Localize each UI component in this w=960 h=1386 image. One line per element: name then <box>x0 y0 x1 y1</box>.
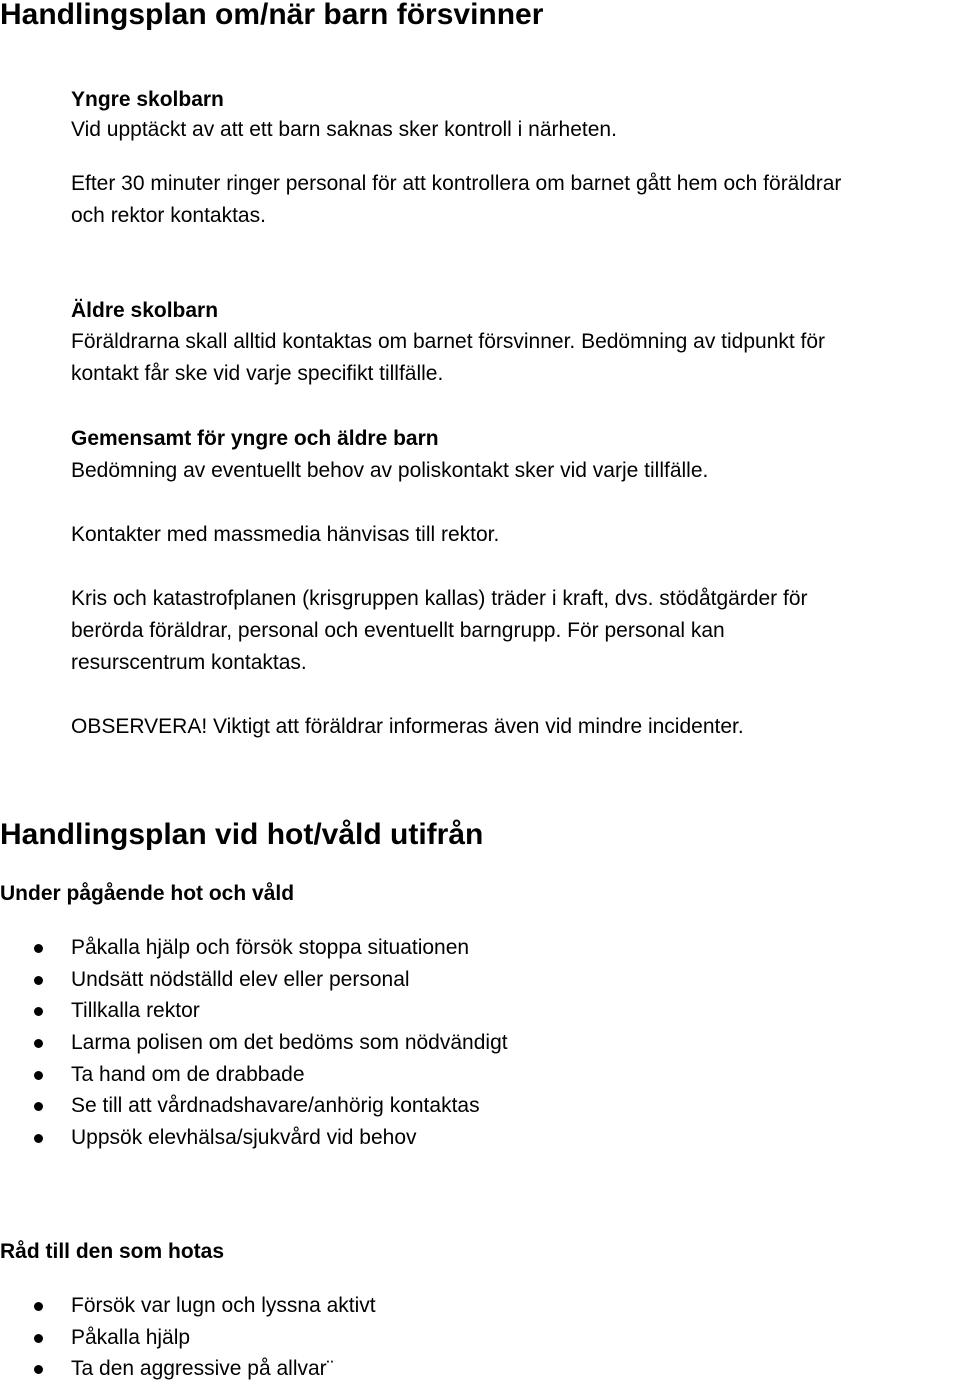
common-paragraph: Bedömning av eventuellt behov av poliskontakt sker vid varje tillfälle. <box>71 459 709 482</box>
list-item-text: Larma polisen om det bedöms som nödvändigt <box>71 1031 508 1055</box>
bullet-icon <box>34 1102 43 1111</box>
list-item <box>0 932 960 964</box>
list-item <box>0 964 960 996</box>
observe-paragraph: OBSERVERA! Viktigt att föräldrar informeras även vid mindre incidenter. <box>71 715 744 738</box>
ongoing-heading: Under pågående hot och våld <box>0 882 295 905</box>
list-item <box>0 995 960 1027</box>
list-item-text: Påkalla hjälp och försök stoppa situationen <box>71 936 470 959</box>
list-item <box>0 1353 960 1385</box>
younger-paragraph-2-line-2: och rektor kontaktas. <box>71 204 266 227</box>
bullet-icon <box>34 976 43 985</box>
list-item <box>0 1059 960 1091</box>
list-item <box>0 1090 960 1122</box>
advice-list <box>0 1290 960 1385</box>
younger-paragraph-2-line-1: Efter 30 minuter ringer personal för att kontrollera om barnet gått hem och föräldrar <box>71 172 842 195</box>
bullet-icon <box>34 1134 43 1143</box>
advice-heading: Råd till den som hotas <box>0 1240 225 1263</box>
crisis-paragraph-line-3: resurscentrum kontaktas. <box>71 651 307 674</box>
younger-paragraph-2 <box>71 168 841 232</box>
older-paragraph-line-1: Föräldrarna skall alltid kontaktas om barnet försvinner. Bedömning av tidpunkt för <box>71 330 826 353</box>
list-item <box>0 1122 960 1154</box>
bullet-icon <box>34 1007 43 1016</box>
crisis-paragraph <box>71 583 808 679</box>
bullet-icon <box>34 1039 43 1048</box>
section2-title: Handlingsplan vid hot/våld utifrån <box>0 818 484 851</box>
common-heading: Gemensamt för yngre och äldre barn <box>71 427 439 450</box>
list-item-text: Undsätt nödställd elev eller personal <box>71 967 410 991</box>
list-item-text: Påkalla hjälp <box>71 1325 191 1349</box>
bullet-icon <box>34 1071 43 1080</box>
list-item-text: Se till att vårdnadshavare/anhörig kontaktas <box>71 1094 480 1118</box>
list-item-text: Ta hand om de drabbade <box>71 1062 305 1086</box>
list-item <box>0 1027 960 1059</box>
younger-heading: Yngre skolbarn <box>71 88 224 111</box>
list-item-text: Ta den aggressive på allvar¨ <box>71 1357 334 1381</box>
older-paragraph-line-2: kontakt får ske vid varje specifikt tillfälle. <box>71 362 444 385</box>
list-item-text: Tillkalla rektor <box>71 999 200 1023</box>
list-item-text: Försök var lugn och lyssna aktivt <box>71 1294 376 1317</box>
crisis-paragraph-line-2: berörda föräldrar, personal och eventuellt barngrupp. För personal kan <box>71 619 725 642</box>
bullet-icon <box>34 1365 43 1374</box>
bullet-icon <box>34 944 43 953</box>
ongoing-list <box>0 932 960 1154</box>
older-heading: Äldre skolbarn <box>71 299 219 322</box>
section1-title: Handlingsplan om/när barn försvinner <box>0 0 544 31</box>
list-item-text: Uppsök elevhälsa/sjukvård vid behov <box>71 1126 417 1150</box>
older-paragraph <box>71 326 825 390</box>
bullet-icon <box>34 1334 43 1343</box>
media-paragraph: Kontakter med massmedia hänvisas till rektor. <box>71 523 500 546</box>
list-item <box>0 1322 960 1354</box>
younger-paragraph-1: Vid upptäckt av att ett barn saknas sker kontroll i närheten. <box>71 118 617 141</box>
bullet-icon <box>34 1302 43 1311</box>
crisis-paragraph-line-1: Kris och katastrofplanen (krisgruppen kallas) träder i kraft, dvs. stödåtgärder för <box>71 587 808 610</box>
list-item <box>0 1290 960 1322</box>
